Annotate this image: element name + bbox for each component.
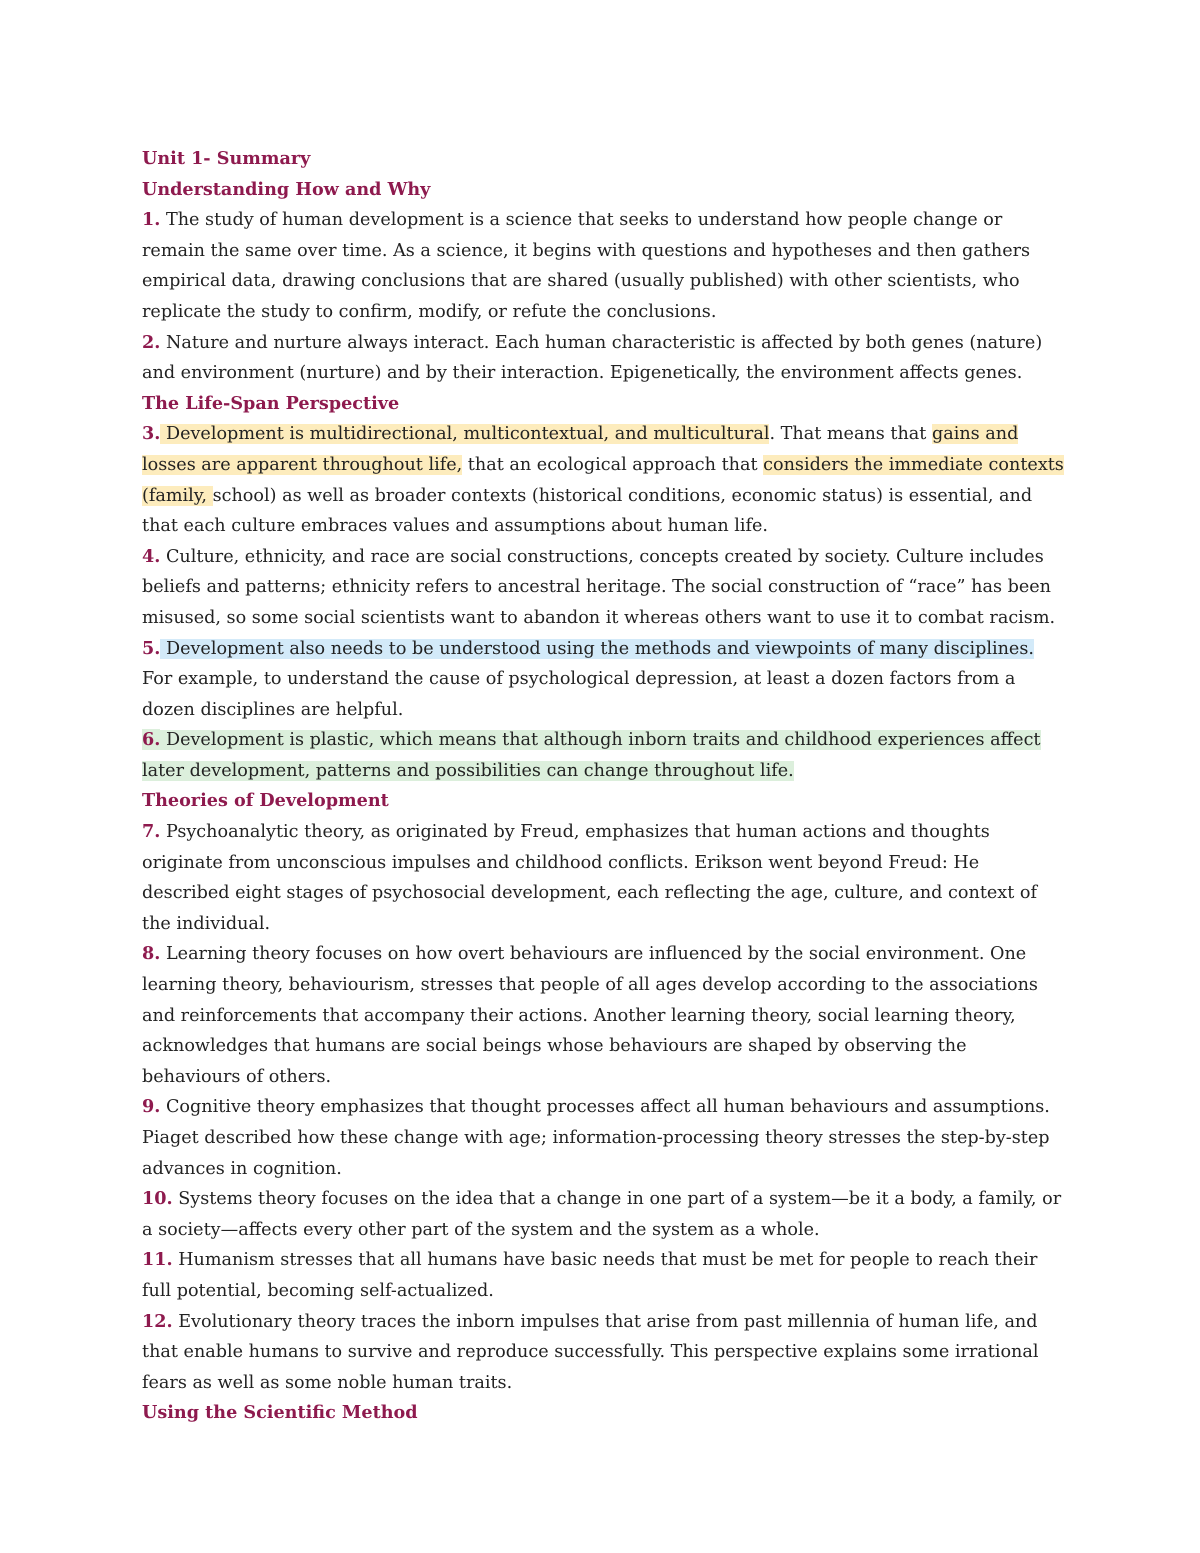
paragraph-text: Cognitive theory emphasizes that thought processes affect all human behaviours and assumptions. Piaget described how these change with age; information-processing theory stresses the step-by-step advances in cognition.	[142, 1097, 1050, 1179]
paragraph-8	[142, 939, 1067, 1092]
section-heading-lifespan: The Life-Span Perspective	[142, 392, 400, 414]
paragraph-text: that an ecological approach that	[462, 454, 764, 475]
paragraph-text: . That means that	[769, 424, 932, 445]
item-number: 7.	[142, 821, 161, 843]
highlighted-text: gains and losses are apparent throughout life,	[142, 424, 1019, 475]
paragraph-text: Learning theory focuses on how overt behaviours are influenced by the social environment. One learning theory, behaviourism, stresses that people of all ages develop according to the associations and reinforcements that accompany their actions. Another learning theory, social learning theory, acknowledges that humans are social beings whose behaviours are shaped by observing the behaviours of others.	[142, 944, 1038, 1087]
paragraph-text: Nature and nurture always interact. Each human characteristic is affected by both genes (nature) and environment (nurture) and by their interaction. Epigenetically, the environment affects genes.	[142, 332, 1043, 384]
section-heading-understanding: Understanding How and Why	[142, 178, 431, 200]
paragraph-7	[142, 817, 1067, 939]
paragraph-text: Evolutionary theory traces the inborn impulses that arise from past millennia of human life, and that enable humans to survive and reproduce successfully. This perspective explains some irrational fears as well as some noble human traits.	[142, 1311, 1039, 1393]
item-number: 4.	[142, 545, 161, 567]
paragraph-9	[142, 1092, 1067, 1184]
document-page	[142, 144, 1067, 1429]
item-number: 11.	[142, 1249, 173, 1271]
paragraph-text: The study of human development is a science that seeks to understand how people change or remain the same over time. As a science, it begins with questions and hypotheses and then gathers empirical data, drawing conclusions that are shared (usually published) with other scientists, who replicate the study to confirm, modify, or refute the conclusions.	[142, 210, 1031, 322]
item-number: 8.	[142, 943, 161, 965]
paragraph-1	[142, 205, 1067, 327]
item-number: 3.	[142, 423, 161, 445]
paragraph-10	[142, 1184, 1067, 1245]
paragraph-text: Humanism stresses that all humans have basic needs that must be met for people to reach their full potential, becoming self-actualized.	[142, 1250, 1038, 1301]
section-heading-scientific: Using the Scientific Method	[142, 1402, 418, 1424]
paragraph-12	[142, 1307, 1067, 1399]
item-number: 9.	[142, 1096, 161, 1118]
paragraph-text: Culture, ethnicity, and race are social constructions, concepts created by society. Culture includes beliefs and patterns; ethnicity refers to ancestral heritage. The social construction of “race” has been misused, so some social scientists want to abandon it whereas others want to use it to combat racism.	[142, 546, 1056, 628]
unit-title: Unit 1- Summary	[142, 148, 311, 169]
highlighted-text: Development is plastic, which means that although inborn traits and childhood experiences affect later development, patterns and possibilities can change throughout life.	[142, 730, 1041, 781]
item-number: 1.	[142, 209, 161, 231]
paragraph-3	[142, 419, 1067, 541]
paragraph-11	[142, 1245, 1067, 1306]
highlighted-text: Development also needs to be understood using the methods and viewpoints of many disciplines.	[160, 638, 1034, 659]
item-number: 6.	[142, 729, 161, 751]
item-number: 10.	[142, 1188, 173, 1210]
paragraph-6	[142, 725, 1067, 786]
paragraph-text: school) as well as broader contexts (historical conditions, economic status) is essential, and that each culture embraces values and assumptions about human life.	[142, 485, 1033, 537]
paragraph-5	[142, 634, 1067, 726]
paragraph-text: Systems theory focuses on the idea that a change in one part of a system—be it a body, a family, or a society—affects every other part of the system and the system as a whole.	[142, 1189, 1062, 1240]
section-heading-theories: Theories of Development	[142, 790, 389, 812]
item-number: 12.	[142, 1310, 173, 1332]
paragraph-2	[142, 328, 1067, 389]
paragraph-text: For example, to understand the cause of psychological depression, at least a dozen factors from a dozen disciplines are helpful.	[142, 669, 1016, 720]
paragraph-4	[142, 542, 1067, 634]
item-number: 2.	[142, 331, 161, 353]
highlighted-text: considers the immediate contexts (family,	[142, 454, 1064, 506]
item-number: 5.	[142, 637, 161, 659]
paragraph-text: Psychoanalytic theory, as originated by Freud, emphasizes that human actions and thoughts originate from unconscious impulses and childhood conflicts. Erikson went beyond Freud: He described eight stages of psychosocial development, each reflecting the age, culture, and context of the individual.	[142, 822, 1037, 934]
highlighted-text: Development is multidirectional, multicontextual, and multicultural	[160, 424, 770, 445]
